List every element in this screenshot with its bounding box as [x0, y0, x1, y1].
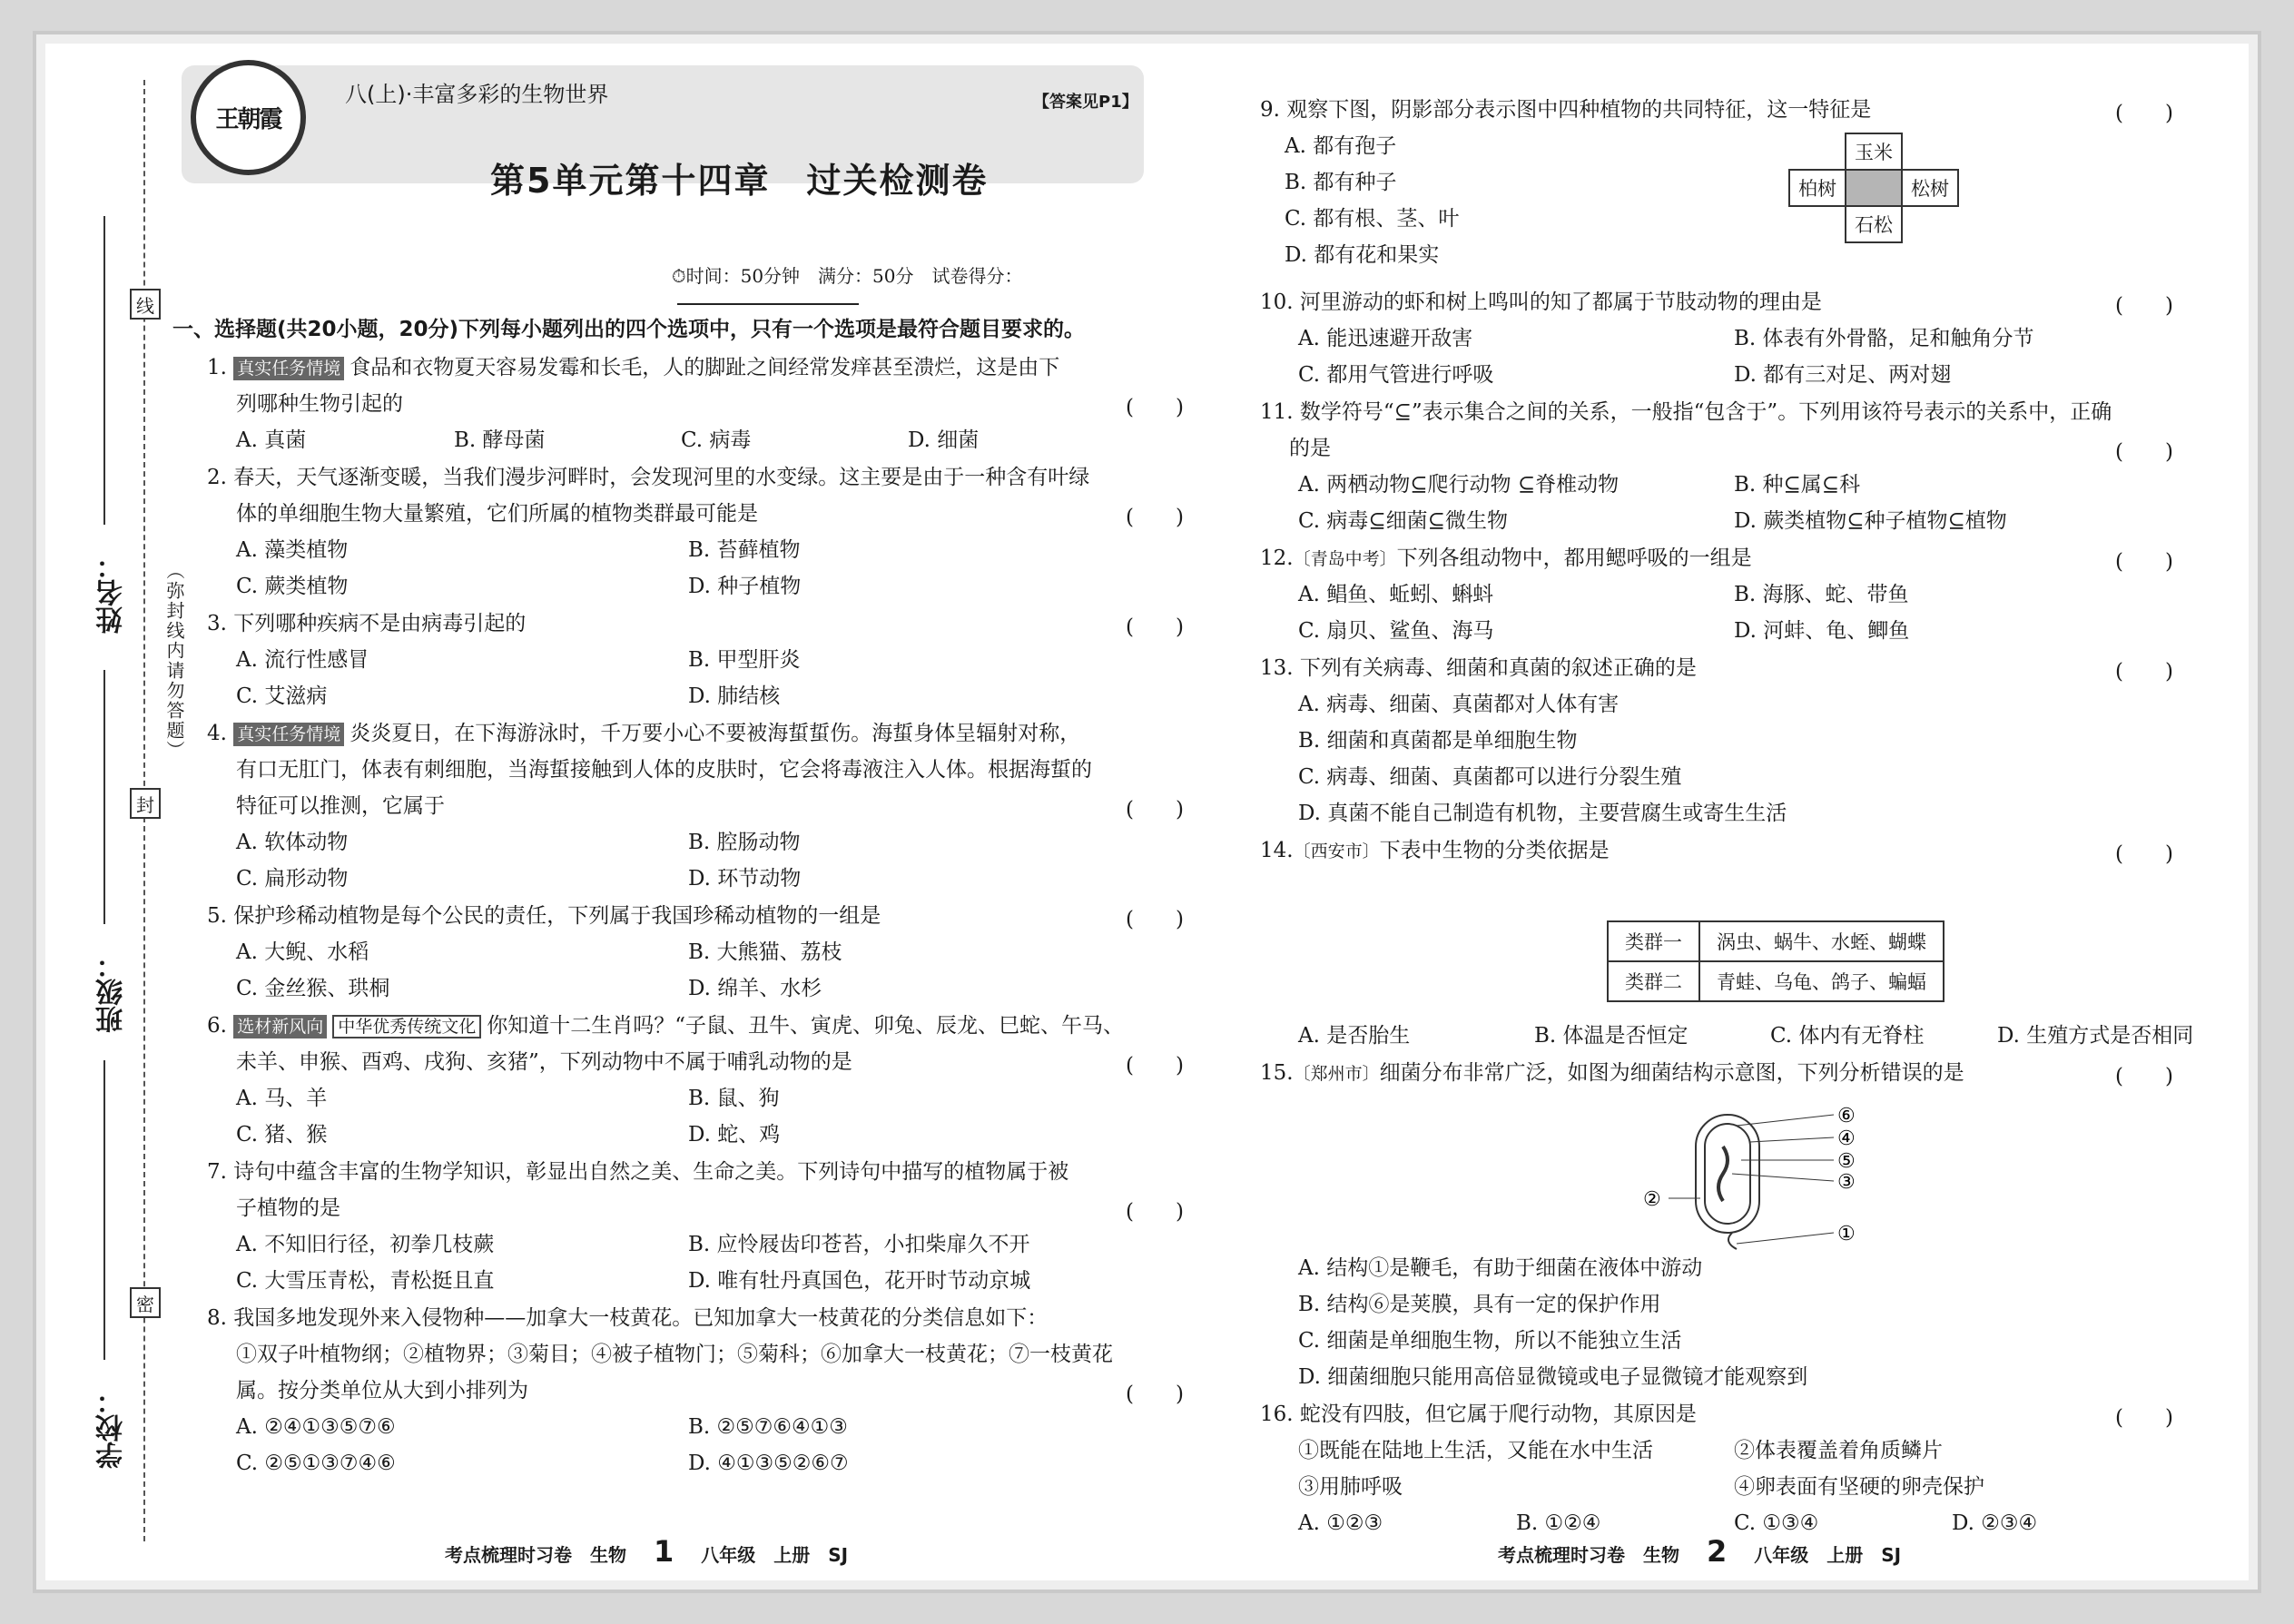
q16-option-b[interactable]: B. ①②④	[1516, 1511, 1601, 1535]
q8-option-b[interactable]: B. ②⑤⑦⑥④①③	[688, 1415, 848, 1439]
q4-stem: 4. 真实任务情境 炎炎夏日，在下海游泳时，千万要小心不要被海蜇蜇伤。海蜇身体呈辐射对称，	[207, 722, 1081, 745]
q1-stem: 1. 真实任务情境 食品和衣物夏天容易发霉和长毛，人的脚趾之间经常发痒甚至溃烂，这是由下	[207, 356, 1060, 379]
q7-answer[interactable]: ( )	[1126, 1200, 1184, 1224]
q6-answer[interactable]: ( )	[1126, 1054, 1184, 1078]
q12-stem: 12.〔青岛中考〕下列各组动物中，都用鳃呼吸的一组是	[1260, 546, 1752, 570]
q15-option-b[interactable]: B. 结构⑥是荚膜，具有一定的保护作用	[1298, 1293, 1661, 1316]
q8-stem-3: 属。按分类单位从大到小排列为	[236, 1379, 528, 1403]
q6-option-a[interactable]: A. 马、羊	[236, 1087, 328, 1110]
q3-option-d[interactable]: D. 肺结核	[688, 684, 781, 708]
q15-source: 〔郑州市〕	[1293, 1064, 1380, 1084]
q12-option-c[interactable]: C. 扇贝、鲨鱼、海马	[1298, 619, 1494, 643]
q7-option-b[interactable]: B. 应怜屐齿印苍苔，小扣柴扉久不开	[688, 1233, 1030, 1256]
q1-option-b[interactable]: B. 酵母菌	[454, 428, 546, 452]
q16-option-a[interactable]: A. ①②③	[1298, 1511, 1383, 1535]
q2-stem-2: 体的单细胞生物大量繁殖，它们所属的植物类群最可能是	[236, 502, 758, 526]
q14-option-b[interactable]: B. 体温是否恒定	[1534, 1024, 1689, 1048]
q6-option-c[interactable]: C. 猪、猴	[236, 1123, 328, 1147]
seal-mark-seal: 封	[130, 788, 161, 819]
q2-stem: 2. 春天，天气逐渐变暖，当我们漫步河畔时，会发现河里的水变绿。这主要是由于一种含有叶绿	[207, 466, 1090, 489]
left-page	[172, 44, 1203, 1580]
label-6: ⑥	[1837, 1105, 1856, 1127]
q2-option-a[interactable]: A. 藻类植物	[236, 538, 349, 562]
exam-sheet	[45, 44, 2249, 1580]
tag-new: 选材新风向	[233, 1015, 327, 1038]
q14-answer[interactable]: ( )	[2115, 842, 2173, 866]
q14-option-a[interactable]: A. 是否胎生	[1298, 1024, 1411, 1048]
footer-right: 考点梳理时习卷 生物 2 八年级 上册 SJ	[1498, 1534, 1902, 1569]
seal-mark-line: 线	[130, 289, 161, 320]
q13-option-a[interactable]: A. 病毒、细菌、真菌都对人体有害	[1298, 693, 1620, 716]
table-row: 类群一 涡虫、蜗牛、水蛭、蝴蝶	[1608, 921, 1944, 961]
q6-stem: 6. 选材新风向 中华优秀传统文化 你知道十二生肖吗？“子鼠、丑牛、寅虎、卯兔、辰龙、巳蛇、午马、	[207, 1014, 1125, 1038]
label-1: ①	[1837, 1223, 1856, 1245]
q16-option-d[interactable]: D. ②③④	[1952, 1511, 2038, 1535]
q2-option-b[interactable]: B. 苔藓植物	[688, 538, 801, 562]
name-field[interactable]	[103, 216, 105, 525]
q3-stem: 3. 下列哪种疾病不是由病毒引起的	[207, 612, 527, 635]
q12-source: 〔青岛中考〕	[1293, 549, 1397, 569]
q14-option-d[interactable]: D. 生殖方式是否相同	[1997, 1024, 2194, 1048]
q2-answer[interactable]: ( )	[1126, 506, 1184, 529]
q4-stem-3: 特征可以推测，它属于	[236, 794, 445, 818]
label-3: ③	[1837, 1171, 1856, 1194]
q7-option-c[interactable]: C. 大雪压青松，青松挺且直	[236, 1269, 495, 1293]
tag-real: 真实任务情境	[233, 357, 344, 380]
q9-stem: 9. 观察下图，阴影部分表示图中四种植物的共同特征，这一特征是	[1260, 98, 1872, 122]
breadcrumb: 八(上)·丰富多彩的生物世界	[345, 82, 609, 107]
tag-culture: 中华优秀传统文化	[332, 1015, 481, 1038]
school-field[interactable]	[103, 1060, 105, 1360]
name-label: 姓名：	[96, 552, 128, 634]
q9-option-c[interactable]: C. 都有根、茎、叶	[1285, 207, 1460, 231]
q6-option-d[interactable]: D. 蛇、鸡	[688, 1123, 781, 1147]
q1-stem-2: 列哪种生物引起的	[236, 392, 403, 416]
q1-answer[interactable]: ( )	[1126, 396, 1184, 419]
page-number-2: 2	[1707, 1534, 1728, 1569]
q3-option-a[interactable]: A. 流行性感冒	[236, 648, 369, 672]
q16-statement-1: ①既能在陆地上生活，又能在水中生活	[1298, 1439, 1653, 1462]
q16-answer[interactable]: ( )	[2115, 1406, 2173, 1430]
q4-option-d[interactable]: D. 环节动物	[688, 867, 802, 891]
logo-text: 王朝霞	[215, 106, 281, 133]
label-4: ④	[1837, 1127, 1856, 1150]
section-heading: 一、选择题(共20小题，20分)下列每小题列出的四个选项中，只有一个选项是最符合题目要求的。	[172, 318, 1086, 341]
q16-statement-4: ④卵表面有坚硬的卵壳保护	[1734, 1475, 1984, 1499]
q5-stem: 5. 保护珍稀动植物是每个公民的责任，下列属于我国珍稀动植物的一组是	[207, 904, 881, 928]
plant-pine: 松树	[1901, 169, 1959, 207]
q14-option-c[interactable]: C. 体内有无脊柱	[1770, 1024, 1925, 1048]
q15-stem: 15.〔郑州市〕细菌分布非常广泛，如图为细菌结构示意图，下列分析错误的是	[1260, 1061, 1964, 1085]
exam-meta: ⏱时间：50分钟 满分：50分 试卷得分：	[672, 261, 1203, 310]
q12-option-a[interactable]: A. 鲳鱼、蚯蚓、蝌蚪	[1298, 583, 1494, 606]
school-label: 学校：	[96, 1387, 128, 1469]
q13-option-c[interactable]: C. 病毒、细菌、真菌都可以进行分裂生殖	[1298, 765, 1682, 789]
q5-option-a[interactable]: A. 大鲵、水稻	[236, 940, 369, 964]
q4-option-b[interactable]: B. 腔肠动物	[688, 831, 801, 854]
q15-option-c[interactable]: C. 细菌是单细胞生物，所以不能独立生活	[1298, 1329, 1682, 1353]
q3-option-c[interactable]: C. 艾滋病	[236, 684, 328, 708]
q16-stem: 16. 蛇没有四肢，但它属于爬行动物，其原因是	[1260, 1403, 1697, 1426]
q11-stem-2: 的是	[1289, 437, 1331, 460]
q12-option-d[interactable]: D. 河蚌、龟、鲫鱼	[1734, 619, 1910, 643]
q4-option-a[interactable]: A. 软体动物	[236, 831, 349, 854]
q9-answer[interactable]: ( )	[2115, 102, 2173, 125]
q9-option-a[interactable]: A. 都有孢子	[1285, 134, 1397, 158]
q10-option-a[interactable]: A. 能迅速避开敌害	[1298, 327, 1473, 350]
q5-option-b[interactable]: B. 大熊猫、荔枝	[688, 940, 842, 964]
q11-answer[interactable]: ( )	[2115, 440, 2173, 464]
classification-table	[1607, 920, 1944, 1002]
q11-stem: 11. 数学符号“⊆”表示集合之间的关系，一般指“包含于”。下列用该符号表示的关系中，正确	[1260, 400, 2112, 424]
q1-option-c[interactable]: C. 病毒	[681, 428, 752, 452]
q1-option-a[interactable]: A. 真菌	[236, 428, 307, 452]
q13-answer[interactable]: ( )	[2115, 660, 2173, 684]
q12-answer[interactable]: ( )	[2115, 550, 2173, 574]
q16-option-c[interactable]: C. ①③④	[1734, 1511, 1819, 1535]
q5-option-c[interactable]: C. 金丝猴、珙桐	[236, 977, 390, 1000]
q7-option-d[interactable]: D. 唯有牡丹真国色，花开时节动京城	[688, 1269, 1031, 1293]
class-label: 班级：	[96, 951, 128, 1033]
q12-option-b[interactable]: B. 海豚、蛇、带鱼	[1734, 583, 1909, 606]
q4-answer[interactable]: ( )	[1126, 798, 1184, 822]
q6-option-b[interactable]: B. 鼠、狗	[688, 1087, 780, 1110]
seal-note: （弥封线内请勿答题）	[163, 561, 185, 761]
q7-stem-2: 子植物的是	[236, 1196, 340, 1220]
q11-option-d[interactable]: D. 蕨类植物⊆种子植物⊆植物	[1734, 509, 2007, 533]
tag-real: 真实任务情境	[233, 723, 344, 746]
publisher-logo	[191, 60, 306, 175]
q11-option-b[interactable]: B. 种⊆属⊆科	[1734, 473, 1861, 497]
q3-answer[interactable]: ( )	[1126, 615, 1184, 639]
q10-option-d[interactable]: D. 都有三对足、两对翅	[1734, 363, 1952, 387]
q8-option-c[interactable]: C. ②⑤①③⑦④⑥	[236, 1452, 396, 1475]
q10-stem: 10. 河里游动的虾和树上鸣叫的知了都属于节肢动物的理由是	[1260, 290, 1822, 314]
page-number-1: 1	[654, 1534, 674, 1569]
score-field[interactable]	[677, 303, 859, 305]
q8-stem-2: ①双子叶植物纲；②植物界；③菊目；④被子植物门；⑤菊科；⑥加拿大一枝黄花；⑦一枝黄花	[236, 1343, 1113, 1366]
q8-stem: 8. 我国多地发现外来入侵物种——加拿大一枝黄花。已知加拿大一枝黄花的分类信息如下：	[207, 1306, 1049, 1330]
q15-option-a[interactable]: A. 结构①是鞭毛，有助于细菌在液体中游动	[1298, 1256, 1703, 1280]
q8-option-a[interactable]: A. ②④①③⑤⑦⑥	[236, 1415, 396, 1439]
table-row: 类群二 青蛙、乌龟、鸽子、蝙蝠	[1608, 961, 1944, 1001]
plant-cypress: 柏树	[1788, 169, 1846, 207]
q3-option-b[interactable]: B. 甲型肝炎	[688, 648, 801, 672]
q10-answer[interactable]: ( )	[2115, 294, 2173, 318]
q13-option-b[interactable]: B. 细菌和真菌都是单细胞生物	[1298, 729, 1578, 753]
q2-option-d[interactable]: D. 种子植物	[688, 575, 802, 598]
page-title: 第5单元第十四章 过关检测卷	[490, 161, 989, 201]
binding-margin	[45, 44, 185, 1580]
q8-answer[interactable]: ( )	[1126, 1383, 1184, 1406]
label-2: ②	[1643, 1188, 1661, 1211]
q10-option-b[interactable]: B. 体表有外骨骼，足和触角分节	[1734, 327, 2034, 350]
plant-corn: 玉米	[1845, 133, 1903, 171]
q11-option-c[interactable]: C. 病毒⊆细菌⊆微生物	[1298, 509, 1508, 533]
q15-option-d[interactable]: D. 细菌细胞只能用高倍显微镜或电子显微镜才能观察到	[1298, 1365, 1808, 1389]
q13-stem: 13. 下列有关病毒、细菌和真菌的叙述正确的是	[1260, 656, 1697, 680]
bacteria-diagram	[1623, 1097, 1877, 1251]
q4-stem-2: 有口无肛门，体表有刺细胞，当海蜇接触到人体的皮肤时，它会将毒液注入人体。根据海蜇的	[236, 758, 1092, 782]
q7-stem: 7. 诗句中蕴含丰富的生物学知识，彰显出自然之美、生命之美。下列诗句中描写的植物属于被	[207, 1160, 1069, 1184]
q10-option-c[interactable]: C. 都用气管进行呼吸	[1298, 363, 1494, 387]
plant-clubmoss: 石松	[1845, 205, 1903, 243]
class-field[interactable]	[103, 670, 105, 924]
q6-stem-2: 未羊、申猴、酉鸡、戌狗、亥猪”，下列动物中不属于哺乳动物的是	[236, 1050, 852, 1074]
q16-statement-3: ③用肺呼吸	[1298, 1475, 1403, 1499]
q14-source: 〔西安市〕	[1293, 842, 1380, 861]
q7-option-a[interactable]: A. 不知旧行径，初拳几枝蕨	[236, 1233, 495, 1256]
q4-option-c[interactable]: C. 扁形动物	[236, 867, 349, 891]
footer-left: 考点梳理时习卷 生物 1 八年级 上册 SJ	[445, 1534, 849, 1569]
answer-reference: 【答案见P1】	[1033, 93, 1138, 112]
q5-answer[interactable]: ( )	[1126, 908, 1184, 931]
q16-statement-2: ②体表覆盖着角质鳞片	[1734, 1439, 1943, 1462]
q1-option-d[interactable]: D. 细菌	[908, 428, 980, 452]
q5-option-d[interactable]: D. 绵羊、水杉	[688, 977, 822, 1000]
q9-option-b[interactable]: B. 都有种子	[1285, 171, 1397, 194]
q15-answer[interactable]: ( )	[2115, 1065, 2173, 1088]
q9-option-d[interactable]: D. 都有花和果实	[1285, 243, 1440, 267]
q2-option-c[interactable]: C. 蕨类植物	[236, 575, 349, 598]
seal-mark-secret: 密	[130, 1287, 161, 1318]
q11-option-a[interactable]: A. 两栖动物⊆爬行动物 ⊆脊椎动物	[1298, 473, 1620, 497]
q14-stem: 14.〔西安市〕下表中生物的分类依据是	[1260, 839, 1610, 862]
q8-option-d[interactable]: D. ④①③⑤②⑥⑦	[688, 1452, 849, 1475]
label-5: ⑤	[1837, 1150, 1856, 1173]
q13-option-d[interactable]: D. 真菌不能自己制造有机物，主要营腐生或寄生生活	[1298, 802, 1787, 825]
shared-feature	[1845, 169, 1903, 207]
